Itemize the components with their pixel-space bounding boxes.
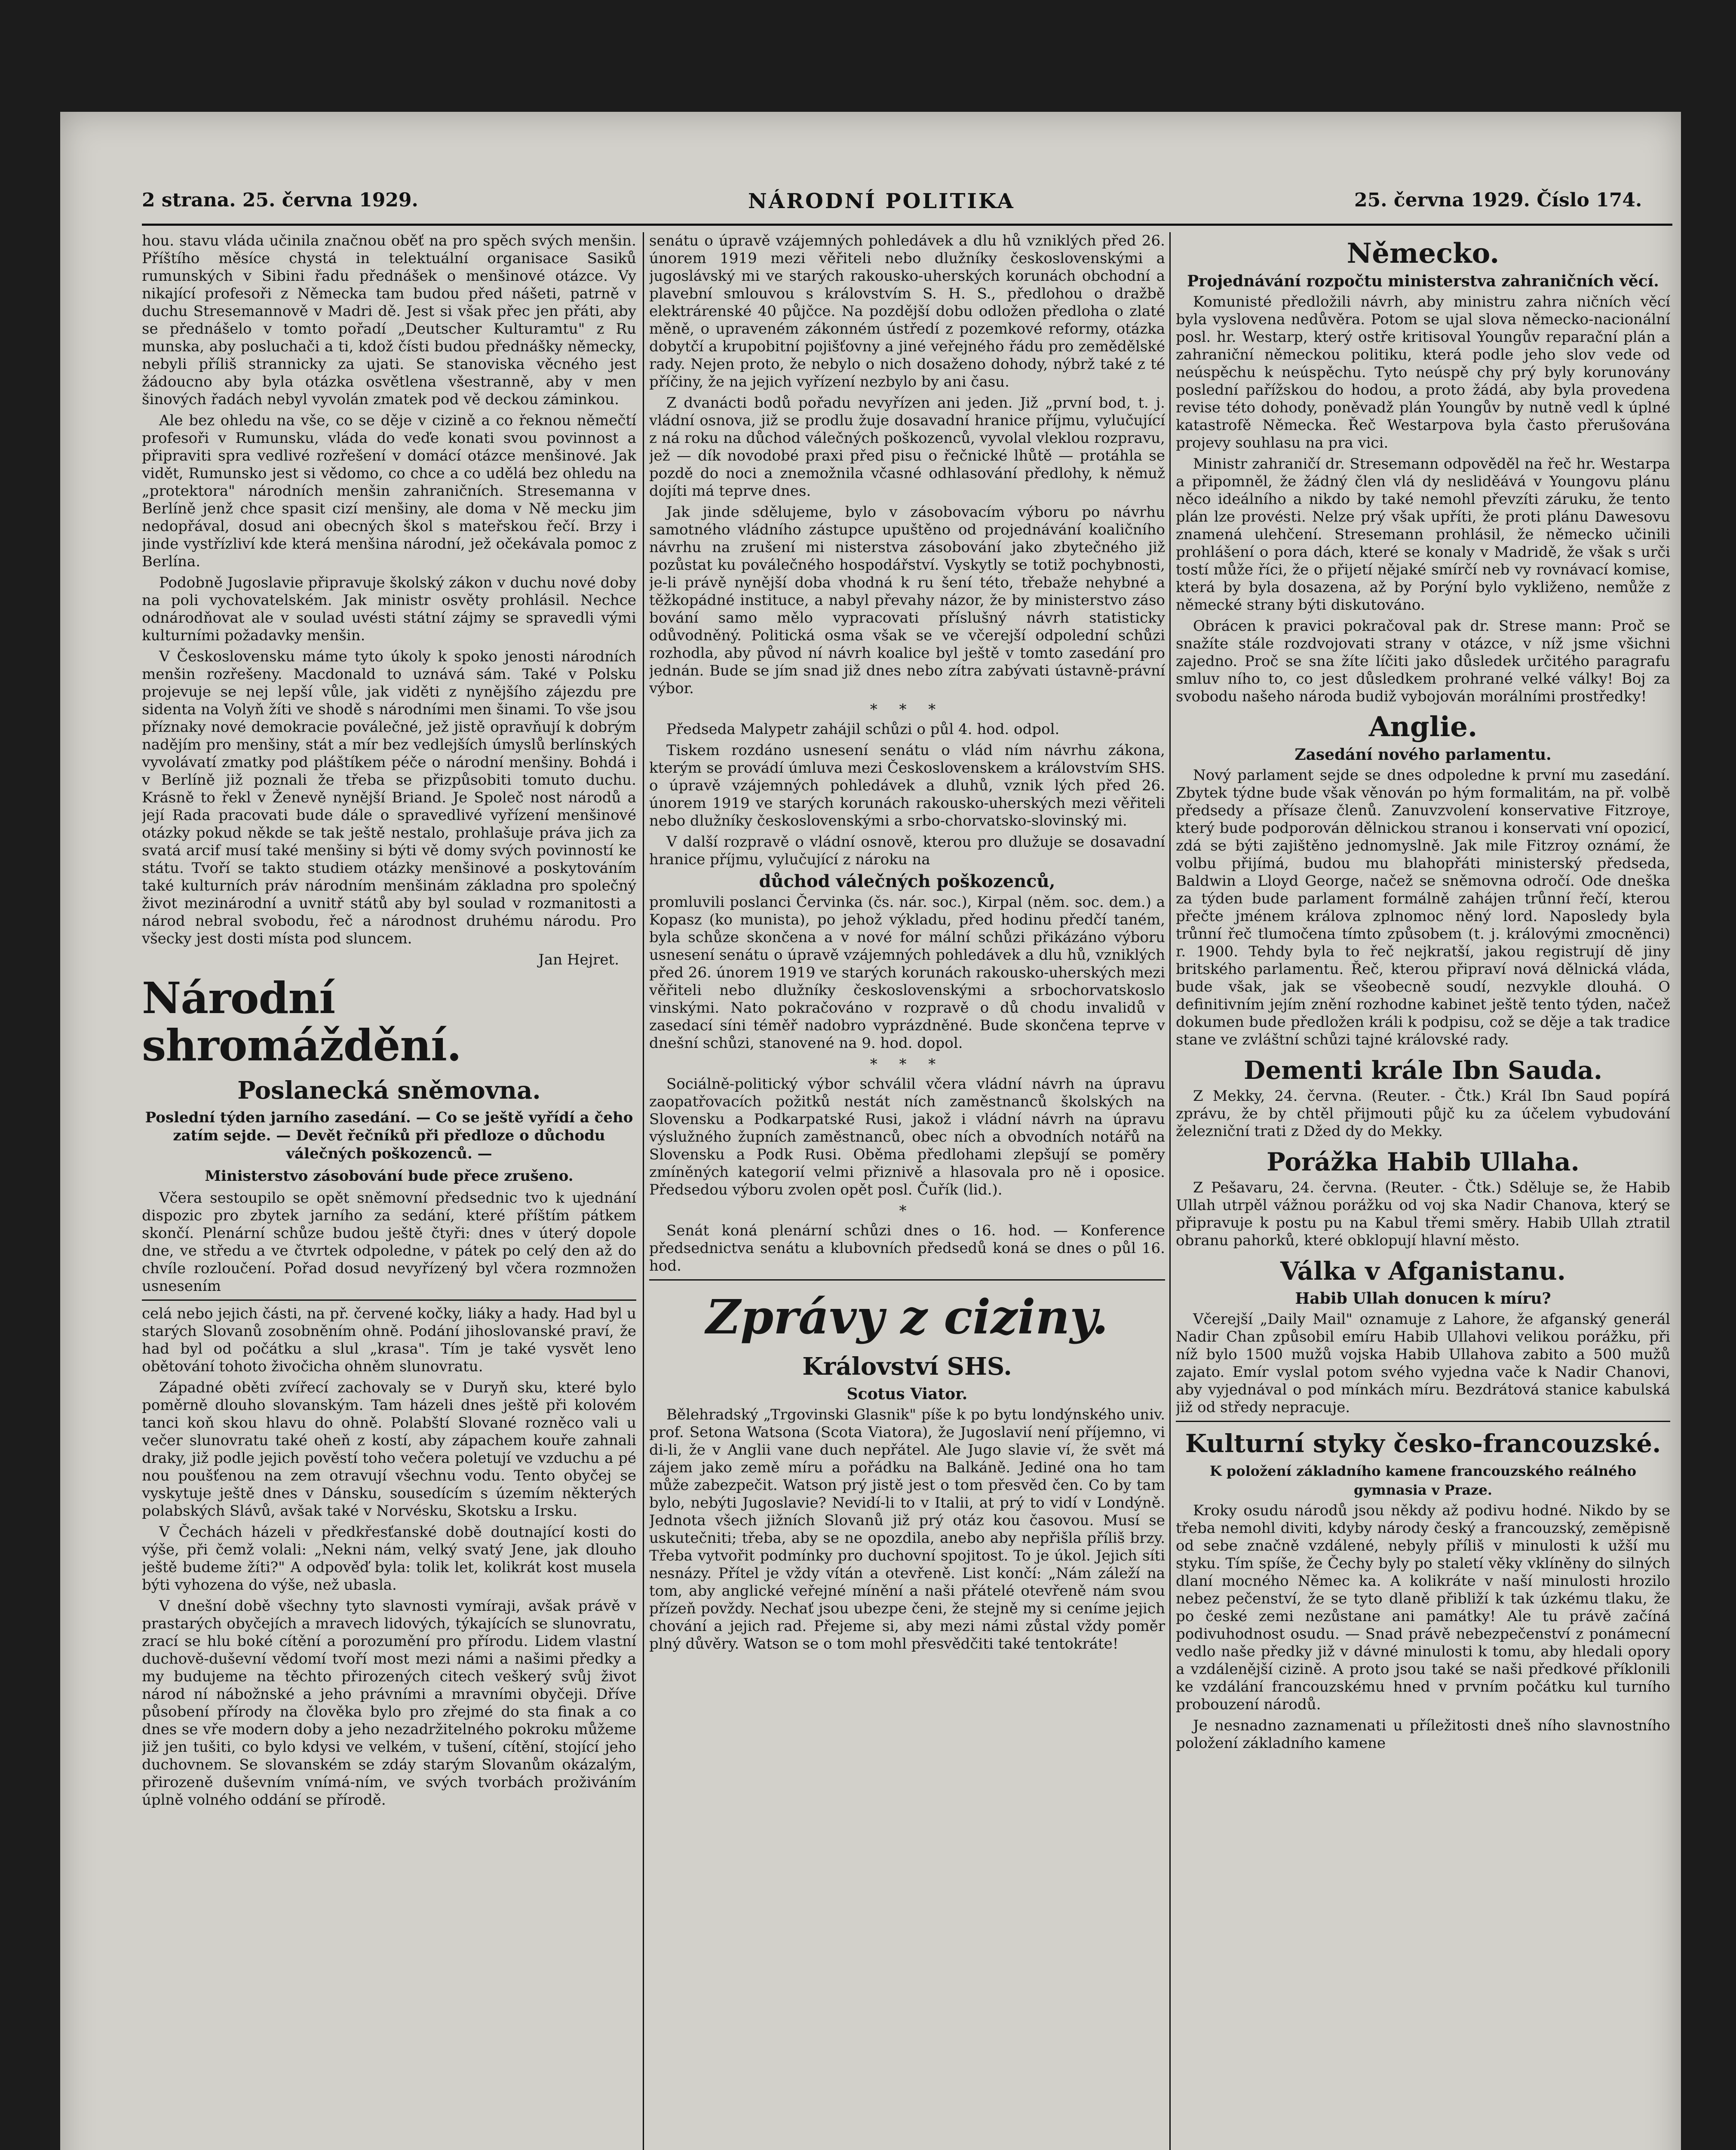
article-text: Včerejší „Daily Mail" oznamuje z Lahore, že afganský generál Nadir Chan způsobil emíru Habib Ullahovi velikou porážku, při níž bylo 1500 mužů vojska Habib Ullahova zabito a 500 mužů zajato. Emír vyslal potom svého vyjedna vače k Nadir Chanovi, aby vyjednával o pod mínkách míru. Bezdrátová stanice kabulská již od středy nepracuje.: [1176, 1311, 1670, 1416]
column-3: [1176, 232, 1670, 2150]
article-text: Předseda Malypetr zahájil schůzi o půl 4. hod. odpol.: [666, 721, 1060, 738]
column-divider-1: [643, 232, 644, 2150]
divider: [142, 1299, 636, 1301]
article-text: Z dvanácti bodů pořadu nevyřízen ani jeden. Již „první bod, t. j. vládní osnova, již se prodlu žuje dosavadní hranice příjmu, vylučující z ná roku na důchod válečných poškozenců, vyvolal vleklou rozpravu, jež — dík novodobé praxi před pisu o řečnické lhůtě — protáhla se pozdě do noci a znemožnila včasné odhlasování předlohy, k němuž dojíti má teprve dnes.: [649, 394, 1165, 500]
article-title: Německo.: [1346, 237, 1500, 270]
column-1: [142, 232, 636, 2150]
article-lead: Ministerstvo zásobování bude přece zrušeno.: [205, 1167, 574, 1185]
header-right: 25. června 1929. Číslo 174.: [1354, 189, 1642, 211]
article-title: Porážka Habib Ullaha.: [1267, 1147, 1580, 1176]
article-text: Z Mekky, 24. června. (Reuter. - Čtk.) Král Ibn Saud popírá zprávu, že by chtěl přijmouti půjč ku za účelem vybudování železniční trati z Džed dy do Mekky.: [1176, 1087, 1670, 1140]
article-text: Z Pešavaru, 24. června. (Reuter. - Čtk.) Sděluje se, že Habib Ullah utrpěl vážnou porážku od voj ska Nadir Chanova, který se připravuje k postu pu na Kabul třemi směry. Habib Ullah ztratil obranu pahorků, které obklopují hlavní město.: [1176, 1179, 1670, 1249]
section-title-foreign-news: Zprávy z ciziny.: [706, 1289, 1108, 1345]
article-text: senátu o úpravě vzájemných pohledávek a dlu hů vzniklých před 26. únorem 1919 mezi věřiteli nebo dlužníky československými a jugoslávský mi ve starých rakousko-uherských korunách obchodní a plavební smlouvou s královstvím S. H. S., předlohou o dražbě elektrárenské 40 půjčce. Na pozdější dobu odložen předloha o zlaté měně, o upraveném zákonném ústředí z pozemkové reformy, otázka dobytčí a krupobitní pojišťovny a jiné veřejného řádu pro zemědělské rady. Nejen proto, že nebylo o nich dosaženo dohody, nýbrž také z té příčiny, že na jejich vyřízení nezbylo by ani času.: [649, 232, 1165, 390]
article-subtitle: Scotus Viator.: [847, 1385, 968, 1403]
separator-stars: * * *: [870, 1056, 945, 1073]
section-title: Národní shromáždění.: [142, 973, 461, 1071]
article-title: Válka v Afganistanu.: [1280, 1256, 1566, 1286]
article-text: promluvili poslanci Červinka (čs. nár. soc.), Kirpal (něm. soc. dem.) a Kopasz (ko munista), po jehož výkladu, před hodinu předčí taném, byla schůze skončena a v nové for mální schůzi přikázáno výboru usnesení senátu o úpravě vzájemných pohledávek a dlu hů, vzniklých před 26. únorem 1919 ve starých korunách rakousko-uherských mezi věřiteli nebo dlužníky československými a srbochorvatskoslo vinskými. Nato pokračováno v rozpravě o dů chodu invalidů v zasedací síni téměř nadobro vyprázdněné. Bude skončena teprve v dnešní schůzi, stanovené na 9. hod. dopol.: [649, 894, 1165, 1052]
section-subtitle: Poslanecká sněmovna.: [237, 1076, 541, 1105]
article-text: Je nesnadno zaznamenati u příležitosti dneš ního slavnostního položení základního kamene: [1176, 1717, 1670, 1752]
article-text: celá nebo jejich části, na př. červené kočky, liáky a hady. Had byl u starých Slovanů zosobněním ohně. Podání jihoslovanské praví, že had byl od počátku a slul „krasa". Tím je také vysvět leno obětování tohoto živočicha ohněm slunovratu.: [142, 1305, 636, 1375]
article-text: Kroky osudu národů jsou někdy až podivu hodné. Nikdo by se třeba nemohl diviti, kdyby národy český a francouzský, zeměpisně od sebe značně vzdálené, nebyly příliš v minulosti k užší mu styku. Tím spíše, že Čechy byly po staletí věky vklíněny do silných dlaní mocného Němec ka. A kolikráte v naší minulosti hrozilo nebez pečenství, že se tyto dlaně přibliží k tak úzkému tlaku, že po české zemi nezůstane ani památky! Ale tu právě začíná podivuhodnost osudu. — Snad právě nebezpečenství z ponámecní vedlo naše předky již v dávné minulosti k tomu, aby hledali opory a vzdálenější cizině. A proto jsou také se naši předkové příklonili ke vzdálání francouzskému hned v prvním počátku kul turního probouzení národů.: [1176, 1502, 1670, 1713]
author-signature: Jan Hejret.: [538, 951, 619, 968]
header-left: 2 strana. 25. června 1929.: [142, 189, 418, 211]
article-text: Ale bez ohledu na vše, co se děje v cizině a co řeknou němečtí profesoři v Rumunsku, vláda do veďe konati svou povinnost a připraviti spra vedlivé rozřešení v domácí otázce menšinové. Jak vidět, Rumunsko jest si vědomo, co chce a co udělá bez ohledu na „protektora" národních menšin zahraničních. Stresemanna v Berlíně jenž chce spasit cizí menšiny, ale doma v Ně mecku jim nedopřával, dosud ani obecných škol s mateřskou řečí. Brzy i jinde vystřízliví kde která menšina národní, jež očekávala pomoc z Berlína.: [142, 412, 636, 570]
article-text: Bělehradský „Trgovinski Glasnik" píše k po bytu londýnského univ. prof. Setona Watsona (Scota Viatora), že Jugoslavií není příjemno, vi di-li, že v Anglii vane duch nepřátel. Ale Jugo slavie ví, že svět má zájem jako země míru a pořádku na Balkáně. Jediné ona ho tam může zabezpečit. Watson prý jistě jest o tom přesvěd čen. Co by tam bylo, nebýti Jugoslavie? Nevidí-li to v Italii, at prý to vidí v Londýně. Jednota všech jižních Slovanů již prý otáz kou časovou. Musí se uskutečniti; třeba, aby se ne opozdila, anebo aby nepřišla příliš brzy. Třeba vytvořit podmínky pro duchovní spojitost. To je úkol. Jejich síti nesnázy. Přítel je vždy vítán a otevřeně. List končí: „Nám záleží na tom, aby anglické veřejné mínění a naši přátelé otevřeně nám svou přízeň povždy. Nechať jsou ubezpe čeni, že stejně my si ceníme jejich chování a jejich rad. Přejeme si, aby mezi námi zůstal vždy poměr plný důvěry. Watson se o tom mohl přesvědčiti také tentokráte!: [649, 1406, 1165, 1652]
article-text: Obrácen k pravici pokračoval pak dr. Strese mann: Proč se snažíte stále rozdvojovati strany v otázce, v níž jsme všichni zajedno. Proč se sna žíte líčiti jako důsledek určitého paragrafu smluv ního to, co jest důsledkem prohrané velké války! Boj za svobodu našeho národa budiž vybojován morálními prostředky!: [1176, 617, 1670, 705]
article-text: Nový parlament sejde se dnes odpoledne k první mu zasedání. Zbytek týdne bude však věnován po hým formalitám, na př. volbě předsedy a přísaze členů. Zanuvzvolení konservative Fitzroye, který bude podporován dělnickou stranou i konservati vní opozicí, zdá se býti zajištěno jednomyslně. Jak mile Fitzroy oznámí, že volbu přijímá, budou mu blahopřáti ministerský předseda, Baldwin a Lloyd George, načež se sněmovna odročí. Ode dneška za týden bude parlament formálně zahájen trůnní řečí, kterou přečte jménem králova zplnomoc něný lord. Naposledy byla trůnní řeč tlumočena tímto způsobem (t. j. královými zmocněnci) r. 1900. Tehdy byla to řeč nejkratší, jakou registrují dě jiny britského parlamentu. Řeč, kterou připraví nová dělnická vláda, bude však, jak se všeobecně soudí, nezvykle dlouhá. O definitivním jejím znění rozhodne kabinet ještě tento týden, načež dokumen bude předložen králi k podpisu, což se děje a tak tradice stane ve zvláštní schůzi tajné královské rady.: [1176, 767, 1670, 1048]
article-title: Kulturní styky česko-francouzské.: [1185, 1429, 1661, 1458]
article-text: Sociálně-politický výbor schválil včera vládní návrh na úpravu zaopatřovacích požitků nestát ních zaměstnanců školských na Slovensku a Podkarpatské Rusi, jakož i vládní návrh na úpravu výslužného župních zaměstnanců, obec ních a obvodních notářů na Slovensku a Podk Rusi. Oběma předlohami zlepšují se poměry zmíněných kategorií velmi přiznivě a hlasovala pro ně i oposice. Předsedou výboru zvolen opět posl. Čuřík (lid.).: [649, 1075, 1165, 1198]
article-text: Západné oběti zvířecí zachovaly se v Duryň sku, které bylo poměrně dlouho slovanským. Tam házeli dnes ještě při kolovém tanci koň skou hlavu do ohně. Polabští Slované rozněco vali u večer slunovratu také oheň z kostí, aby zápachem kouře zahnali draky, již podle jejich pověstí toho večera poletují ve vzduchu a pé nou poušťenou na zem otravují všechnu vodu. Tento obyčej se vyskytuje ještě dnes v Dánsku, sousedícím s územím některých polabských Slávů, avšak také v Norvésku, Skotsku a Irsku.: [142, 1379, 636, 1520]
article-subtitle: Zasedání nového parlamentu.: [1294, 746, 1552, 764]
article-text: Tiskem rozdáno usnesení senátu o vlád ním návrhu zákona, kterým se provádí úmluva mezi Československem a královstvím SHS. o úpravě vzájemných pohledávek a dluhů, vznik lých před 26. únorem 1919 ve starých korunách rakousko-uherských mezi věřiteli nebo dlužníky československými a srbo-chorvatsko-slovinský mi.: [649, 742, 1165, 829]
article-subtitle: Projednávání rozpočtu ministerstva zahraničních věcí.: [1187, 272, 1659, 290]
divider: [649, 1279, 1165, 1281]
article-title: Dementi krále Ibn Sauda.: [1243, 1056, 1603, 1085]
article-text: V další rozpravě o vládní osnově, kterou pro dlužuje se dosavadní hranice příjmu, vylučující z nároku na: [649, 833, 1165, 868]
article-text: Ministr zahraničí dr. Stresemann odpověděl na řeč hr. Westarpa a připomněl, že žádný člen vlá dy nesliděává v Youngovu plánu něco ideálního a nikdo by také nemohl převzíti záruku, že tento plán lze provésti. Nelze prý však upříti, že proti plánu Dawesovu znamená ulehčení. Stresemann prohlásil, že německo učinili prohlášení o pora dách, které se konaly v Madridě, že však s urči tostí může říci, že o přijetí nějaké smírčí neb vy rovnávací komise, která by byla dosazena, až by Porýní bylo vykliženo, nemůže z německé strany býti diskutováno.: [1176, 455, 1670, 614]
page-header: [77, 185, 1668, 219]
column-divider-2: [1169, 232, 1171, 2150]
article-text: hou. stavu vláda učinila značnou oběť na pro spěch svých menšin. Příštího měsíce chystá in telektuální organisace Sasiků rumunských v Sibini řadu přednášek o menšinové otázce. Vy nikající profesoři z Německa tam budou před nášeti, patrně v duchu Stresemannově v Madri dě. Jest si však přec jen přáti, aby se přednášelo v tomto pořadí „Deutscher Kulturamtu" z Ru munska, aby posluchači a ti, kdož čísti budou přednášky německy, nebyli příliš strannicky za ujati. Se stanoviska věcného jest žádoucno aby byla otázka osvětlena všestranně, aby v men šinových řadách nebyl vyvolán zmatek pod vě deckou záminkou.: [142, 232, 636, 408]
article-subtitle: Habib Ullah donucen k míru?: [1295, 1290, 1551, 1308]
header-rule: [142, 224, 1672, 226]
article-text: Včera sestoupilo se opět sněmovní předsednic tvo k ujednání dispozic pro zbytek jarního za sedání, které příštím pátkem skončí. Plenární schůze budou ještě čtyři: dnes v úterý dopole dne, ve středu a ve čtvrtek odpoledne, v pátek po celý den až do chvíle rozloučení. Pořad dosud nevyřízený byl včera rozmnožen usnesením: [142, 1189, 636, 1295]
article-text: Podobně Jugoslavie připravuje školský zákon v duchu nové doby na poli vychovatelském. Jak ministr osvěty prohlásil. Nechce odnárodňovat ale v soulad uvésti státní zájmy se spravedli vými kulturními požadavky menšin.: [142, 574, 636, 644]
separator-star: *: [899, 1202, 915, 1219]
article-text: Senát koná plenární schůzi dnes o 16. hod. — Konference předsednictva senátu a klubovních předsedů koná se dnes o půl 16. hod.: [649, 1222, 1165, 1275]
inline-heading: důchod válečných poškozenců,: [759, 871, 1055, 891]
divider: [1176, 1421, 1670, 1422]
article-title: Království SHS.: [802, 1352, 1012, 1381]
article-text: Jak jinde sdělujeme, bylo v zásobovacím výboru po návrhu samotného vládního zástupce upuštěno od projednávání koaličního návrhu na zrušení mi nisterstva zásobování jako zbytečného již pozůstat ku poválečného hospodářství. Vyskytly se totiž pochybnosti, je-li právě nynější doba vhodná k ru šení této, třebaže nehybné a těžkopádné instituce, a nabyl převahy názor, že by ministerstvo záso bování samo mělo vypracovati příslušný návrh statisticky odůvodněný. Politická osma však se ve včerejší odpolední schůzi rozhodla, aby původ ní návrh koalice byl ještě v tomto zasedání pro jednán. Bude se jím snad již dnes nebo zítra zabývati ústavně-právní výbor.: [649, 504, 1165, 697]
masthead: NÁRODNÍ POLITIKA: [748, 189, 1015, 213]
article-lead: Poslední týden jarního zasedání. — Co se ještě vyřídí a čeho zatím sejde. — Devět řečníků při předloze o důchodu válečných poškozenců. —: [145, 1109, 633, 1162]
article-text: Komunisté předložili návrh, aby ministru zahra ničních věcí byla vyslovena nedůvěra. Potom se ujal slova německo-nacionální posl. hr. Westarp, který ostře kritisoval Youngův reparační plán a zahraniční německou politiku, která podle jeho slov vede od neúspěchu k neúspěchu. Tyto neúspě chy prý byly korunovány poslední pařížskou do hodou, a proto žádá, aby byla provedena revise této dohody, poněvadž plán Youngův by nutně vedl k úplné katastrofě Německa. Řeč Westarpova byla často přerušována projevy souhlasu na pra vici.: [1176, 293, 1670, 452]
column-2: [649, 232, 1165, 2150]
separator-stars: * * *: [870, 701, 945, 718]
article-subtitle: K položení základního kamene francouzského reálného gymnasia v Praze.: [1209, 1463, 1637, 1498]
article-text: V dnešní době všechny tyto slavnosti vymíraji, avšak právě v prastarých obyčejích a mravech lidových, týkajících se slunovratu, zrací se hlu boké cítění a porozumění pro přírodu. Lidem vlastní duchově-duševní vědomí tvoří most mezi námi a našimi předky a my budujeme na těchto přirozených citech veškerý svůj život národ ní nábožnské a jeho právními a mravními obyčeji. Dříve působení přírody na člověka bylo pro zřejmé do sta finak a co dnes se vře modern doby a jeho nezadržitelného pokroku můžeme již jen tušiti, co bylo kdysi ve velkém, v tušení, cítění, stojící jeho duchovnem. Se slovanském se zdáy starým Slovanům okázalým, přirozeně duševním vnímá-ním, ve svých tvorbách proživáním úplně volného oddání se přírodě.: [142, 1597, 636, 1809]
article-title: Anglie.: [1368, 711, 1478, 743]
article-text: V Československu máme tyto úkoly k spoko jenosti národních menšin rozřešeny. Macdonald to uznává sám. Také v Polsku projevuje se nej lepší vůle, jak viděti z nynějšího zájezdu pre sidenta na Volyň žíti ve shodě s národními men šinami. To vše jsou příznaky nové demokracie poválečné, jež jistě opravňují k dobrým nadějím pro menšiny, stát a mír bez vedlejších úmyslů berlínských vyvolávatí zmatky pod pláštíkem péče o národní menšiny. Bohdá i v Berlíně již poznali že třeba se přizpůsobiti tomuto duchu. Krásně to řekl v Ženevě nynější Briand. Je Společ nost národů a její Rada pracovati bude dále o spravedlivé vyřízení menšinové otázky pokud někde se tak ještě nestalo, prohlašuje práva jich za svatá arcif musí také menšiny si býti vě domy svých povinností ke státu. Tvoří se takto studiem otázky menšinové a poskytováním také kulturních práv národním menšinám základna pro společný život mezinárodní a uvnitř států aby byl soulad v rozmanitosti a národ nebral svobodu, řeč a národnost druhému národu. Pro všecky jest dosti místa pod sluncem.: [142, 648, 636, 947]
article-text: V Čechách házeli v předkřesťanské době doutnající kosti do výše, při čemž volali: „Nekni nám, velký svatý Jene, jak dlouho ještě budeme žíti?" A odpověď byla: tolik let, kolikrát kost musela býti vyhozena do výše, než ubasla.: [142, 1523, 636, 1594]
